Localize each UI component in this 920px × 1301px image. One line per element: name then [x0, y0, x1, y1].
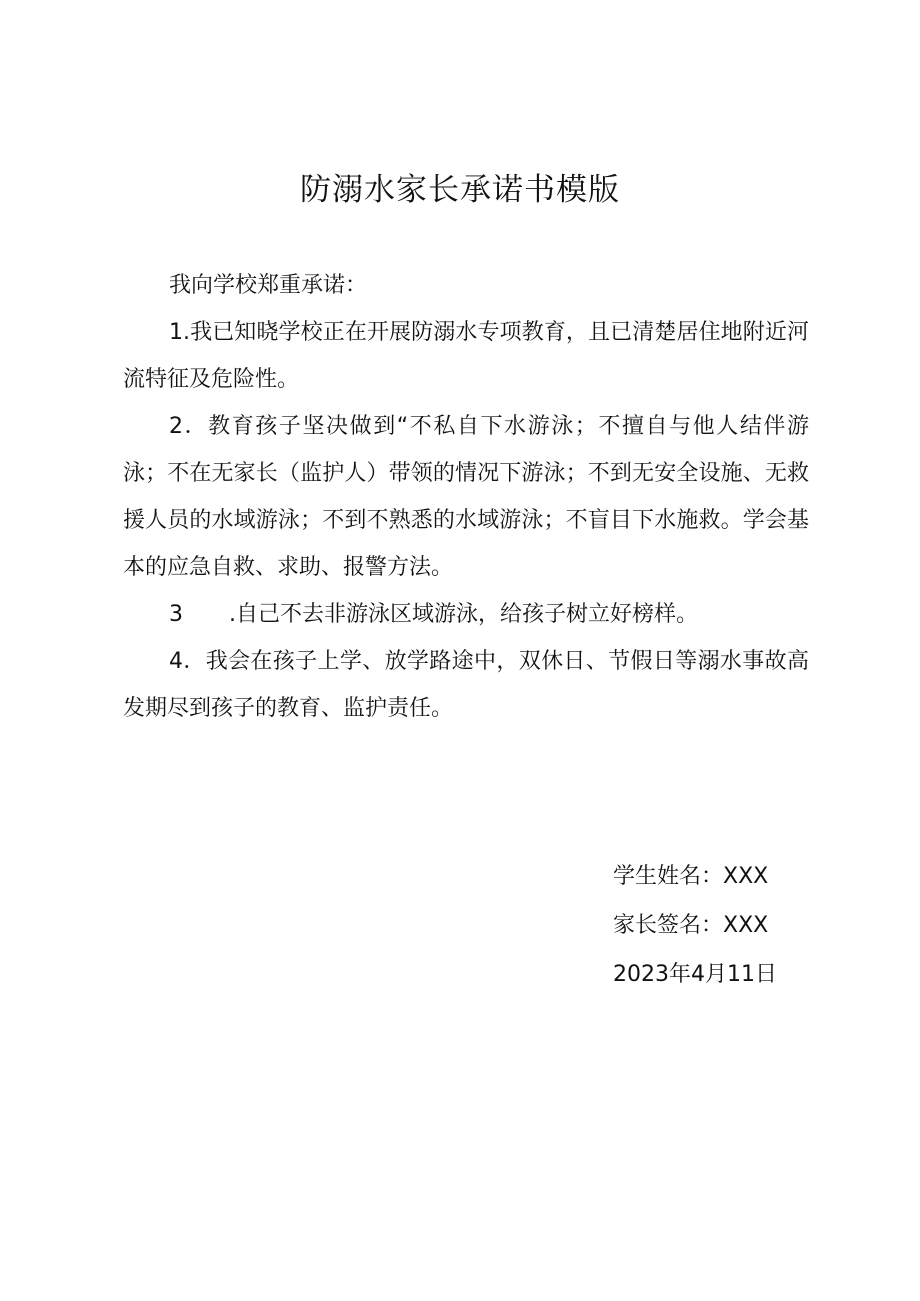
pledge-item-2: 2．教育孩子坚决做到“不私自下水游泳；不擅自与他人结伴游泳；不在无家长（监护人）带领的情况下游泳；不到无安全设施、无救援人员的水域游泳；不到不熟悉的水域游泳；不盲目下水施救。学会基本的应急自救、求助、报警方法。: [123, 414, 809, 580]
signature-block: [613, 852, 873, 999]
pledge-item-3-number: 3: [169, 602, 183, 627]
parent-signature-line: 家长签名：XXX: [613, 913, 769, 938]
pledge-item-3: [123, 591, 809, 638]
pledge-item-3-text: .自己不去非游泳区域游泳，给孩子树立好榜样。: [229, 602, 698, 627]
document-title: 防溺水家长承诺书模版: [300, 172, 620, 208]
opening-line: 我向学校郑重承诺：: [169, 273, 368, 298]
pledge-item-4: 4．我会在孩子上学、放学路途中，双休日、节假日等溺水事故高发期尽到孩子的教育、监护责任。: [123, 649, 809, 721]
pledge-item-1: 1.我已知晓学校正在开展防溺水专项教育，且已清楚居住地附近河流特征及危险性。: [123, 320, 809, 392]
date-line: 2023年4月11日: [613, 962, 777, 987]
document-body: [123, 262, 809, 732]
student-name-line: 学生姓名：XXX: [613, 864, 769, 889]
